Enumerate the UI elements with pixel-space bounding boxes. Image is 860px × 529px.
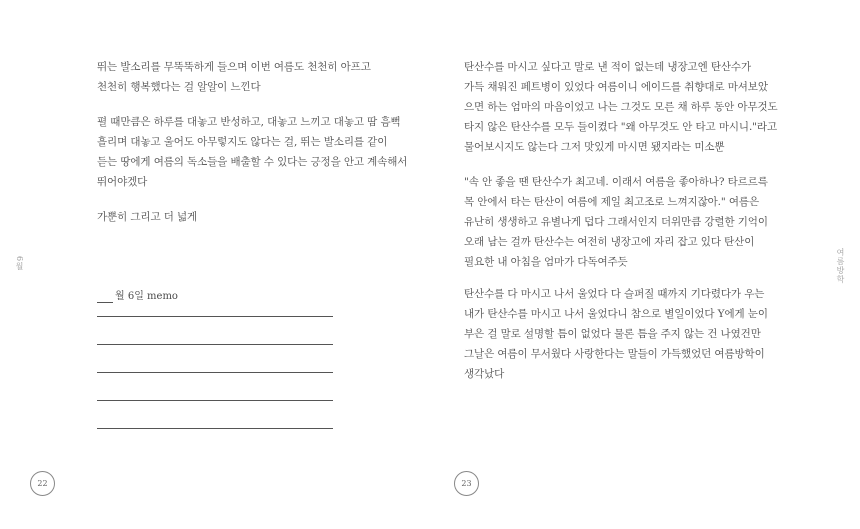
text-line: 탄산수를 마시고 싶다고 말로 낸 적이 없는데 냉장고엔 탄산수가 — [464, 61, 752, 73]
memo-title — [97, 287, 178, 303]
text-line: 듣는 땅에게 여름의 독소들을 배출할 수 있다는 긍정을 안고 계속해서 — [97, 156, 408, 168]
right-paragraph-3 — [464, 284, 768, 384]
text-line: 가득 채워진 페트병이 있었다 여름이니 에이드를 취향대로 마셔보았 — [464, 81, 768, 93]
text-line: 오래 남는 걸까 탄산수는 여전히 냉장고에 자리 잡고 있다 탄산이 — [464, 236, 755, 248]
text-line: 탄산수를 다 마시고 나서 울었다 다 슬퍼질 때까지 기다렸다가 우는 — [464, 288, 765, 300]
page-number: 22 — [30, 471, 55, 496]
memo-title-text: 월 6일 memo — [115, 291, 178, 302]
left-paragraph-3 — [97, 207, 197, 227]
text-line: 목 안에서 타는 탄산이 여름에 제일 최고조로 느껴지잖아." 여름은 — [464, 196, 759, 208]
memo-month-blank — [97, 291, 113, 303]
text-line: 뛰는 발소리를 무뚝뚝하게 들으며 이번 여름도 천천히 아프고 — [97, 61, 371, 73]
right-paragraph-2 — [464, 172, 768, 272]
text-line: 펼 때만큼은 하루를 대놓고 반성하고, 대놓고 느끼고 대놓고 땀 흠뻑 — [97, 116, 401, 128]
memo-line — [97, 316, 333, 317]
right-page — [430, 0, 860, 529]
text-line: 흘리며 대놓고 울어도 아무렇지도 않다는 걸, 뛰는 발소리를 같이 — [97, 136, 388, 148]
memo-line — [97, 400, 333, 401]
text-line: 천천히 행복했다는 걸 알알이 느낀다 — [97, 81, 261, 93]
text-line: 그날은 여름이 무서웠다 사랑한다는 말들이 가득했었던 여름방학이 — [464, 348, 765, 360]
text-line: 유난히 생생하고 유별나게 덥다 그래서인지 더위만큼 강렬한 기억이 — [464, 216, 768, 228]
memo-line — [97, 372, 333, 373]
text-line: 생각났다 — [464, 368, 505, 380]
memo-line — [97, 344, 333, 345]
text-line: 내가 탄산수를 마시고 나서 울었다니 참으로 별일이었다 Y에게 눈이 — [464, 308, 768, 320]
text-line: 타지 않은 탄산수를 모두 들이켰다 "왜 아무것도 안 타고 마시니."라고 — [464, 121, 777, 133]
text-line: 가뿐히 그리고 더 넓게 — [97, 211, 198, 223]
left-paragraph-1 — [97, 57, 371, 97]
text-line: "속 안 좋을 땐 탄산수가 최고네. 이래서 여름을 좋아하나? 타르르륵 — [464, 176, 768, 188]
left-paragraph-2 — [97, 112, 407, 192]
text-line: 부은 걸 말로 설명할 틈이 없었다 물론 틈을 주지 않는 건 나였건만 — [464, 328, 761, 340]
left-side-label: 6월 — [15, 256, 24, 272]
text-line: 물어보시지도 않는다 그저 맛있게 마시면 됐지라는 미소뿐 — [464, 141, 725, 153]
text-line: 뛰어야겠다 — [97, 176, 148, 188]
memo-line — [97, 428, 333, 429]
right-side-label: 여름방학 — [836, 248, 845, 284]
page-number: 23 — [454, 471, 479, 496]
text-line: 으면 하는 엄마의 마음이었고 나는 그것도 모른 채 하루 동안 아무것도 — [464, 101, 778, 113]
right-paragraph-1 — [464, 57, 778, 157]
text-line: 필요한 내 아침을 엄마가 다독여주듯 — [464, 256, 628, 268]
